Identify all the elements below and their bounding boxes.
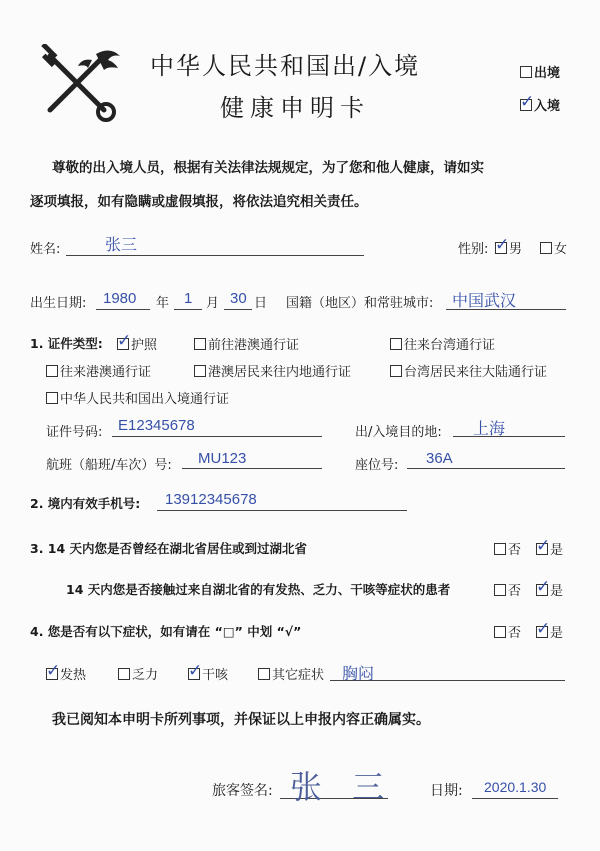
checkbox-taiwan-resident[interactable]	[390, 365, 402, 377]
gender-label: 性别:	[458, 242, 489, 257]
phone-label: 2. 境内有效手机号:	[30, 496, 141, 511]
phone-field[interactable]: 13912345678	[165, 491, 257, 508]
seat-label: 座位号:	[355, 458, 399, 473]
checkbox-hubei-stay-yes[interactable]	[536, 543, 548, 555]
id-number-field[interactable]: E12345678	[118, 417, 195, 434]
symptom-fever[interactable]: ✓发热	[46, 664, 86, 683]
checkbox-hk-macau-exit[interactable]	[194, 338, 206, 350]
other-symptom-field[interactable]: 胸闷	[342, 666, 375, 683]
flight-underline	[182, 468, 322, 469]
checkbox-contact-yes[interactable]	[536, 584, 548, 596]
checkbox-male[interactable]	[495, 242, 507, 254]
date-underline	[472, 798, 558, 799]
name-field[interactable]: 张三	[105, 237, 138, 254]
destination-label: 出/入境目的地:	[355, 425, 442, 440]
signature-field[interactable]: 张 三	[290, 768, 395, 806]
id-number-label: 证件号码:	[46, 425, 103, 440]
name-underline	[66, 255, 364, 256]
seat-underline	[407, 468, 565, 469]
checkbox-contact-no[interactable]	[494, 584, 506, 596]
checkbox-taiwan[interactable]	[390, 338, 402, 350]
symptoms-no[interactable]: 否	[494, 622, 521, 641]
checkbox-symptoms-yes[interactable]	[536, 626, 548, 638]
gender-male[interactable]: ✓ 男	[495, 238, 522, 257]
checkbox-female[interactable]	[540, 242, 552, 254]
doc-option-hk-macau[interactable]: 往来港澳通行证	[46, 361, 151, 380]
date-field[interactable]: 2020.1.30	[484, 779, 547, 795]
checkbox-entry[interactable]	[520, 99, 532, 111]
doc-option-hk-macau-exit[interactable]: 前往港澳通行证	[194, 334, 299, 353]
checkbox-other[interactable]	[258, 668, 270, 680]
title-line-2: 健康申明卡	[220, 94, 370, 122]
birth-year-underline	[96, 309, 150, 310]
checkbox-fatigue[interactable]	[118, 668, 130, 680]
doc-option-taiwan[interactable]: 往来台湾通行证	[390, 334, 495, 353]
birth-month-underline	[174, 309, 202, 310]
doc-option-hk-macau-resident[interactable]: 港澳居民来往内地通行证	[194, 361, 351, 380]
destination-field[interactable]: 上海	[473, 421, 506, 438]
gender-female[interactable]: 女	[540, 238, 567, 257]
symptom-fatigue[interactable]: 乏力	[118, 664, 158, 683]
contact-yes[interactable]: ✓ 是	[536, 580, 563, 599]
checkbox-dry-cough[interactable]	[188, 668, 200, 680]
checkbox-hk-macau[interactable]	[46, 365, 58, 377]
phone-underline	[157, 510, 407, 511]
nationality-label: 国籍（地区）和常驻城市:	[286, 296, 434, 311]
year-unit: 年	[156, 296, 170, 311]
intro-line-1: 尊敬的出入境人员，根据有关法律法规规定，为了您和他人健康，请如实	[52, 160, 484, 176]
seat-field[interactable]: 36A	[426, 450, 453, 467]
declaration-text: 我已阅知本申明卡所列事项，并保证以上申报内容正确属实。	[52, 712, 430, 728]
name-label: 姓名:	[30, 242, 61, 257]
symptom-dry-cough[interactable]: ✓ 干咳	[188, 664, 228, 683]
checkbox-symptoms-no[interactable]	[494, 626, 506, 638]
checkbox-fever[interactable]	[46, 668, 58, 680]
customs-emblem-icon	[36, 44, 124, 124]
flight-field[interactable]: MU123	[198, 450, 247, 467]
birth-day-field[interactable]: 30	[230, 290, 247, 307]
birth-day-underline	[224, 309, 252, 310]
checkbox-prc-exit-entry[interactable]	[46, 392, 58, 404]
hubei-stay-no[interactable]: 否	[494, 539, 521, 558]
nationality-field[interactable]: 中国武汉	[452, 293, 517, 310]
doc-option-passport[interactable]: ✓ 护照	[117, 334, 157, 353]
title-line-1: 中华人民共和国出/入境	[150, 52, 421, 80]
intro-line-2: 逐项填报，如有隐瞒或虚假填报，将依法追究相关责任。	[30, 194, 368, 210]
contact-no[interactable]: 否	[494, 580, 521, 599]
checkbox-hubei-stay-no[interactable]	[494, 543, 506, 555]
checkbox-hk-macau-resident[interactable]	[194, 365, 206, 377]
signature-label: 旅客签名:	[212, 783, 273, 799]
question-contact-patient: 14 天内您是否接触过来自湖北省的有发热、乏力、干咳等症状的患者	[66, 582, 451, 597]
date-label: 日期:	[430, 783, 463, 799]
symptom-other[interactable]: 其它症状	[258, 664, 324, 683]
hubei-stay-yes[interactable]: ✓ 是	[536, 539, 563, 558]
option-departure[interactable]: 出境	[520, 62, 560, 81]
day-unit: 日	[254, 296, 268, 311]
doc-option-prc-exit-entry[interactable]: 中华人民共和国出入境通行证	[46, 388, 229, 407]
question-hubei-stay: 3. 14 天内您是否曾经在湖北省居住或到过湖北省	[30, 541, 308, 556]
document-type-label: 1. 证件类型:	[30, 336, 103, 351]
birth-year-field[interactable]: 1980	[103, 290, 137, 307]
checkbox-passport[interactable]	[117, 338, 129, 350]
question-symptoms: 4. 您是否有以下症状，如有请在 “□” 中划 “√”	[30, 624, 302, 639]
flight-label: 航班（船班/车次）号:	[46, 458, 172, 473]
birth-label: 出生日期:	[30, 296, 87, 311]
symptoms-yes[interactable]: ✓ 是	[536, 622, 563, 641]
id-number-underline	[112, 436, 322, 437]
doc-option-taiwan-resident[interactable]: 台湾居民来往大陆通行证	[390, 361, 547, 380]
birth-month-field[interactable]: 1	[184, 290, 193, 307]
option-entry[interactable]: ✓入境	[520, 95, 560, 114]
month-unit: 月	[206, 296, 220, 311]
destination-underline	[453, 436, 565, 437]
checkbox-departure[interactable]	[520, 66, 532, 78]
